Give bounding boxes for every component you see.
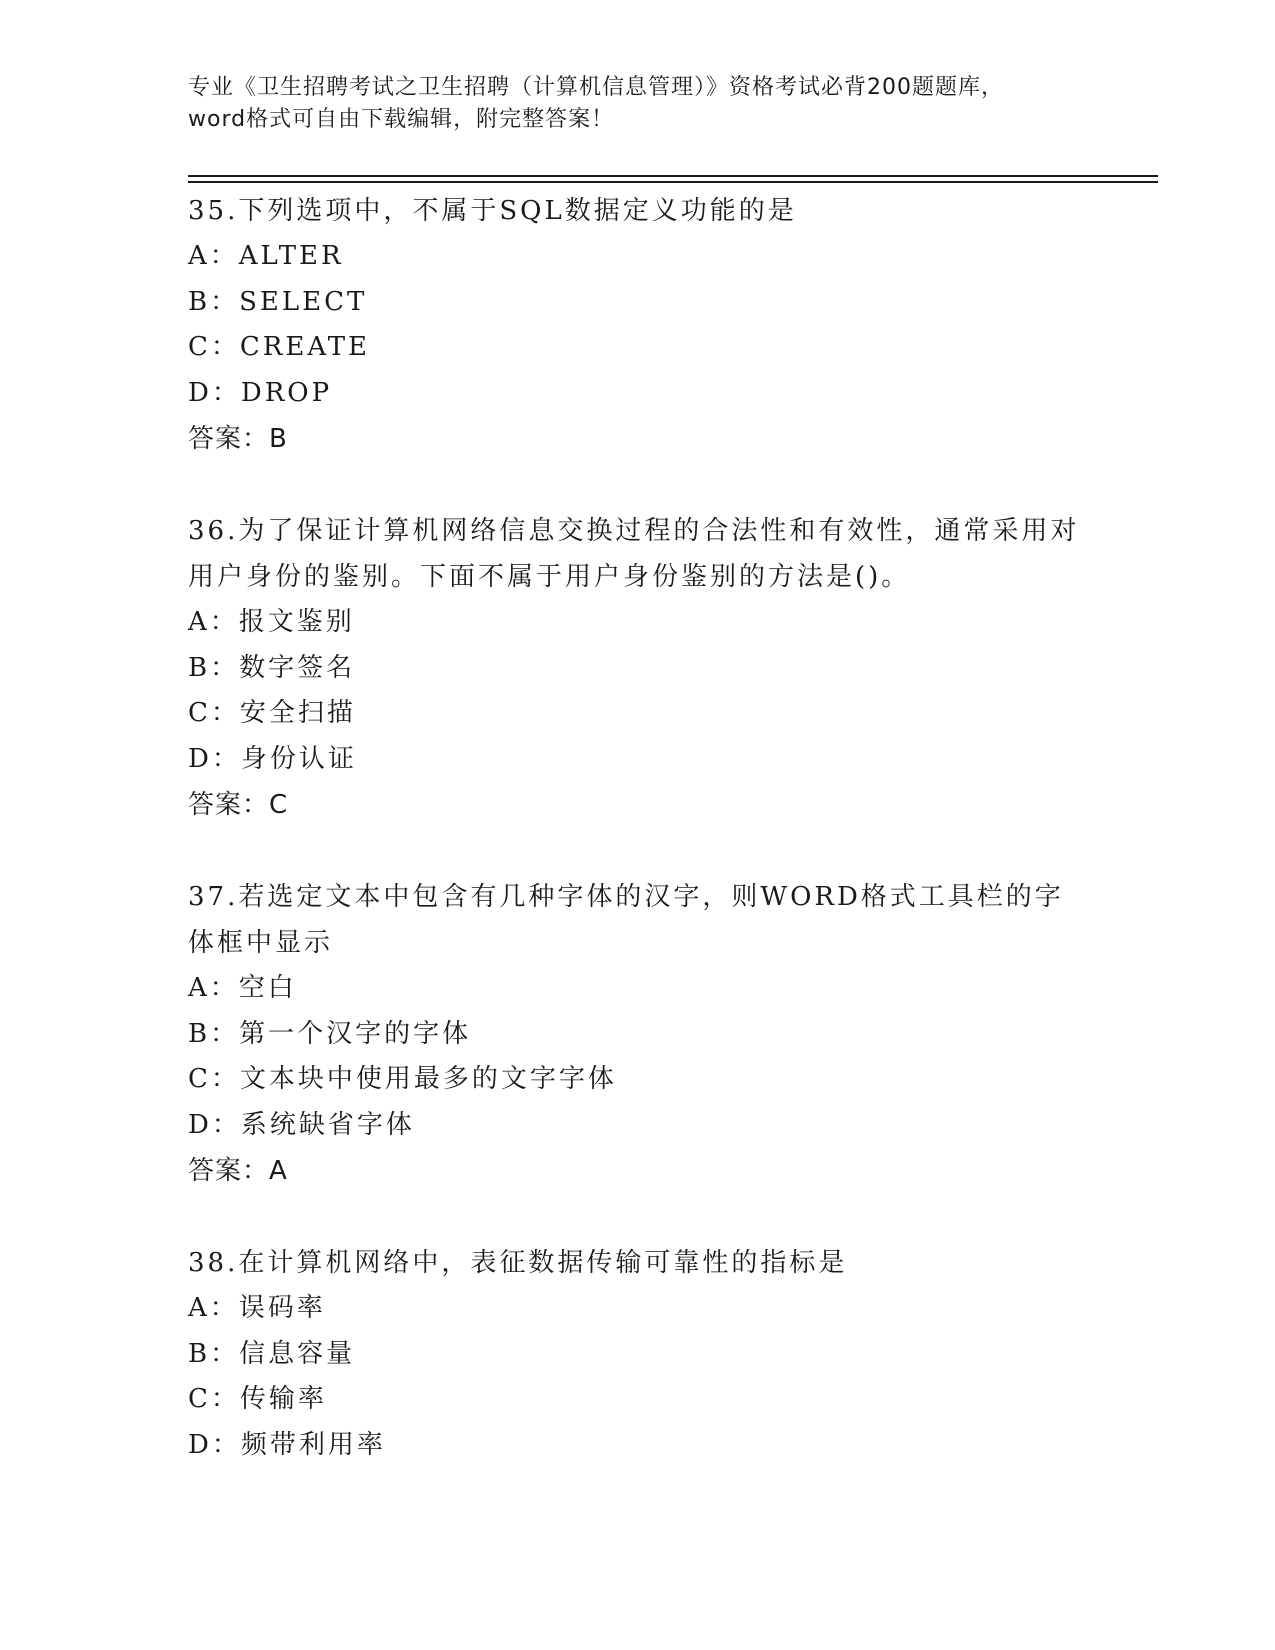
question-text: 35.下列选项中，不属于SQL数据定义功能的是 bbox=[188, 196, 797, 226]
question-text: 38.在计算机网络中，表征数据传输可靠性的指标是 bbox=[188, 1248, 848, 1278]
option-d: D：系统缺省字体 bbox=[188, 1109, 415, 1140]
header-title-line-2: word格式可自由下载编辑，附完整答案！ bbox=[188, 107, 615, 132]
question-list bbox=[188, 188, 1088, 1514]
question-text: 37.若选定文本中包含有几种字体的汉字，则WORD格式工具栏的字体框中显示 bbox=[188, 882, 1064, 958]
answer-label: 答案：B bbox=[188, 424, 288, 454]
header-divider-bottom bbox=[188, 181, 1158, 183]
answer-label: 答案：C bbox=[188, 790, 289, 820]
option-d: D：身份认证 bbox=[188, 743, 357, 774]
question-37 bbox=[188, 874, 1088, 1194]
option-d: D：DROP bbox=[188, 377, 333, 408]
header-title-line-1: 专业《卫生招聘考试之卫生招聘（计算机信息管理）》资格考试必背200题题库， bbox=[188, 75, 1004, 100]
answer-label: 答案：A bbox=[188, 1156, 288, 1186]
option-c: C：安全扫描 bbox=[188, 698, 356, 728]
option-b: B：数字签名 bbox=[188, 652, 356, 683]
document-header bbox=[188, 72, 1088, 136]
option-a: A：空白 bbox=[188, 973, 297, 1003]
option-d: D：频带利用率 bbox=[188, 1429, 386, 1460]
question-text: 36.为了保证计算机网络信息交换过程的合法性和有效性，通常采用对用户身份的鉴别。下面不属于用户身份鉴别的方法是()。 bbox=[188, 516, 1080, 592]
option-a: A：ALTER bbox=[188, 241, 344, 271]
option-b: B：第一个汉字的字体 bbox=[188, 1018, 472, 1049]
option-b: B：SELECT bbox=[188, 286, 368, 317]
option-c: C：文本块中使用最多的文字字体 bbox=[188, 1064, 617, 1094]
option-a: A：误码率 bbox=[188, 1293, 326, 1323]
option-b: B：信息容量 bbox=[188, 1338, 356, 1369]
header-divider-top bbox=[188, 175, 1158, 177]
option-c: C：传输率 bbox=[188, 1384, 327, 1414]
question-36 bbox=[188, 508, 1088, 828]
option-a: A：报文鉴别 bbox=[188, 607, 355, 637]
question-35 bbox=[188, 188, 1088, 462]
option-c: C：CREATE bbox=[188, 332, 371, 362]
question-38 bbox=[188, 1240, 1088, 1468]
